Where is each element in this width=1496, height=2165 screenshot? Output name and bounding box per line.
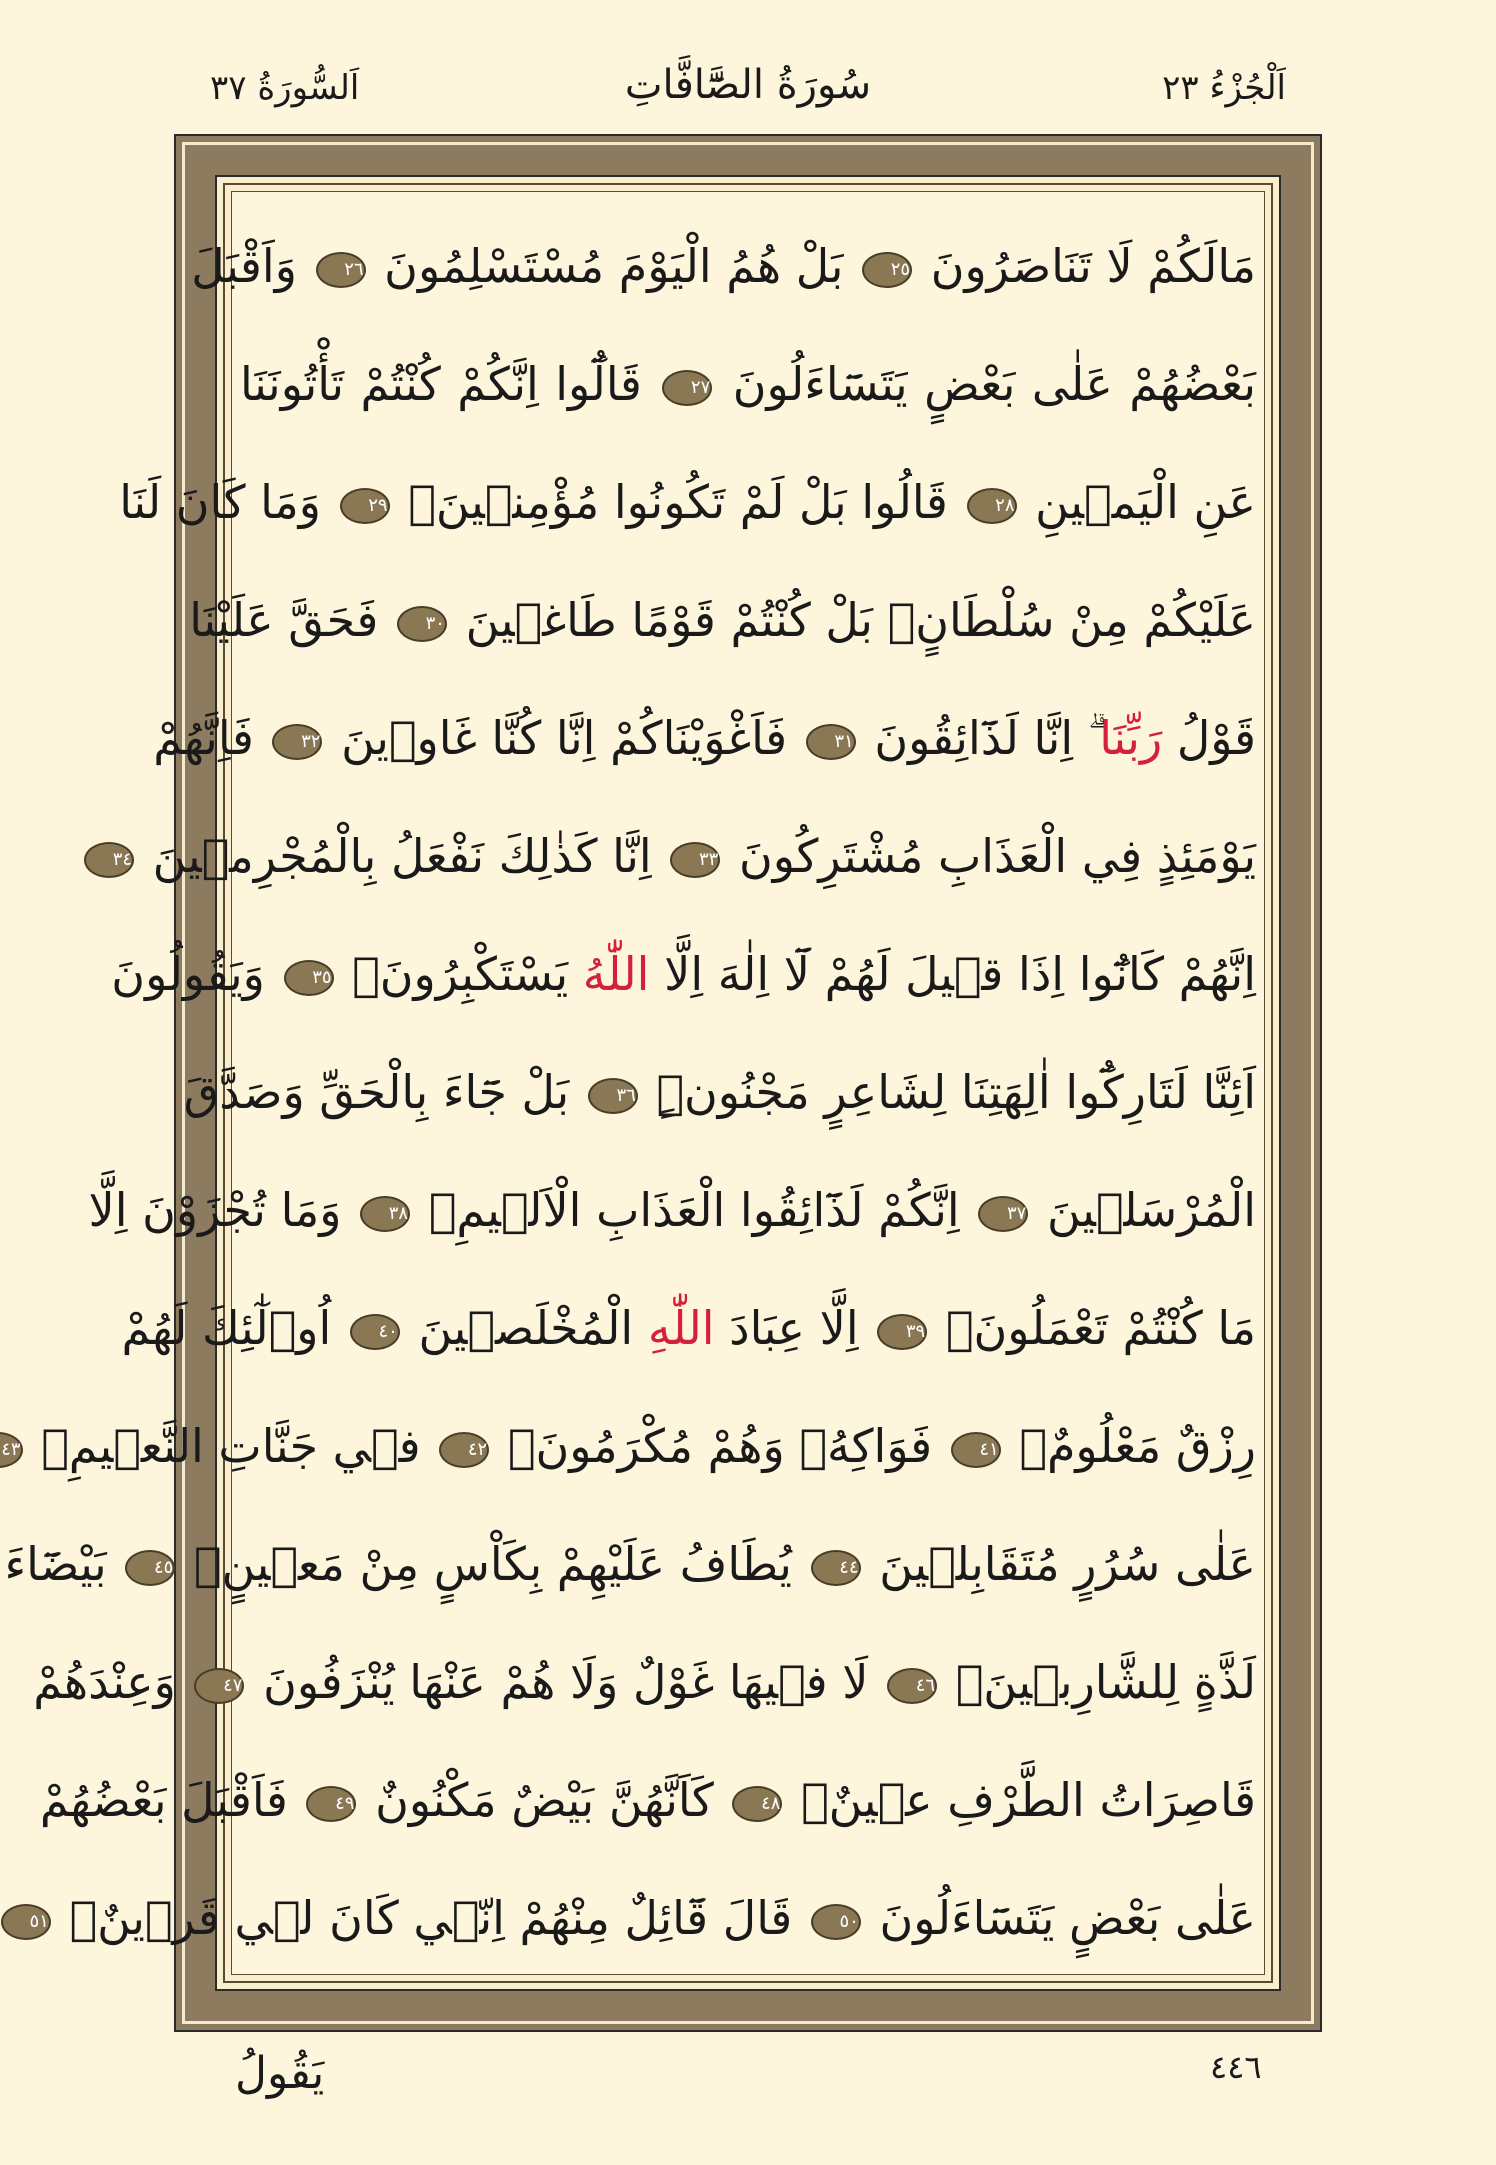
- verse-text: فَحَقَّ عَلَيْنَا: [189, 593, 379, 647]
- verse-text: وَمَا كَانَ لَنَا: [119, 475, 321, 529]
- sura-number-label: اَلسُّورَةُ ٣٧: [210, 68, 360, 108]
- ayah-number-marker: ٢٨: [967, 488, 1017, 524]
- verse-line: [1, 1390, 1256, 1502]
- verse-line: [121, 1272, 1256, 1384]
- ayah-number-marker: ٢٦: [316, 252, 366, 288]
- ayah-number-marker: ٣٥: [284, 960, 334, 996]
- verse-text: قَوْلُ: [1176, 711, 1256, 765]
- ayah-number-marker: ٣١: [806, 724, 856, 760]
- verse-text: لَذَّةٍ لِلشَّارِبٖينَۚ: [955, 1655, 1256, 1709]
- ayah-number-marker: ٤٧: [194, 1668, 244, 1704]
- verse-text: قَالُوا بَلْ لَمْ تَكُونُوا مُؤْمِنٖينَۚ: [408, 475, 948, 529]
- verse-text: لَا فٖيهَا غَوْلٌ وَلَا هُمْ عَنْهَا يُنْزَفُونَ: [263, 1655, 869, 1709]
- ayah-number-marker: ٤٥: [125, 1550, 175, 1586]
- verse-line: [39, 1744, 1256, 1856]
- verse-text: يَسْتَكْبِرُونَۙ: [352, 947, 569, 1001]
- divine-name-text: رَبِّنَا: [1099, 711, 1163, 765]
- verse-text: فٖي جَنَّاتِ النَّعٖيمِۙ: [41, 1419, 421, 1473]
- ayah-number-marker: ٢٧: [662, 370, 712, 406]
- ayah-number-marker: ٤٢: [439, 1432, 489, 1468]
- verse-text: بَيْضَٓاءَ: [4, 1537, 107, 1591]
- verse-text: كَاَنَّهُنَّ بَيْضٌ مَكْنُونٌ: [375, 1773, 714, 1827]
- ayah-number-marker: ٣٨: [360, 1196, 410, 1232]
- verse-text: ۗ اِنَّا لَذَٓائِقُونَ: [874, 711, 1088, 765]
- ayah-number-marker: ٣٧: [978, 1196, 1028, 1232]
- verse-text: اِلَّا عِبَادَ: [729, 1301, 859, 1355]
- verse-text: قَاصِرَاتُ الطَّرْفِ عٖينٌۙ: [801, 1773, 1256, 1827]
- verse-text: عَلٰى بَعْضٍ يَتَسَٓاءَلُونَ: [879, 1891, 1256, 1945]
- verse-text: يُطَافُ عَلَيْهِمْ بِكَاْسٍ مِنْ مَعٖينٍۙ: [193, 1537, 792, 1591]
- verse-line: [183, 1036, 1256, 1148]
- sura-title: سُورَةُ الصَّٓافَّاتِ: [624, 62, 872, 108]
- verse-text: مَالَكُمْ لَا تَنَاصَرُونَ: [930, 239, 1256, 293]
- verse-text: وَعِنْدَهُمْ: [33, 1655, 176, 1709]
- ayah-number-marker: ٥١: [1, 1904, 51, 1940]
- verse-line: [111, 918, 1256, 1030]
- verse-text: فَاَغْوَيْنَاكُمْ اِنَّا كُنَّا غَاوٖينَ: [341, 711, 788, 765]
- ayah-number-marker: ٣٣: [670, 842, 720, 878]
- ayah-number-marker: ٥٠: [811, 1904, 861, 1940]
- verse-text: اَئِنَّا لَتَارِكُٓوا اٰلِهَتِنَا لِشَاعِرٍ مَجْنُونٍۜ: [656, 1065, 1256, 1119]
- verse-line: [88, 1154, 1256, 1266]
- verse-text-area: [1, 210, 1256, 1990]
- ayah-number-marker: ٤٩: [306, 1786, 356, 1822]
- ayah-number-marker: ٤٨: [732, 1786, 782, 1822]
- verse-line: [191, 210, 1256, 322]
- verse-text: فَاَقْبَلَ بَعْضُهُمْ: [39, 1773, 288, 1827]
- verse-text: قَالَ قَٓائِلٌ مِنْهُمْ اِنّٖي كَانَ لٖي قَرٖينٌۙ: [69, 1891, 793, 1945]
- verse-text: رِزْقٌ مَعْلُومٌۙ: [1019, 1419, 1256, 1473]
- catchword: يَقُولُ: [235, 2048, 325, 2099]
- ayah-number-marker: ٣٩: [877, 1314, 927, 1350]
- verse-text: اُو۬لٰٓئِكَ لَهُمْ: [121, 1301, 332, 1355]
- verse-line: [4, 1508, 1256, 1620]
- ayah-number-marker: ٣٦: [588, 1078, 638, 1114]
- verse-text: فَوَاكِهُۚ وَهُمْ مُكْرَمُونَۙ: [507, 1419, 933, 1473]
- verse-text: اِنَّا كَذٰلِكَ نَفْعَلُ بِالْمُجْرِمٖينَ: [152, 829, 652, 883]
- verse-text: عَلٰى سُرُرٍ مُتَقَابِلٖينَ: [879, 1537, 1256, 1591]
- ayah-number-marker: ٣٤: [84, 842, 134, 878]
- verse-line: [119, 446, 1256, 558]
- verse-line: [189, 564, 1256, 676]
- ayah-number-marker: ٤٣: [0, 1432, 23, 1468]
- page-header: [210, 62, 1286, 122]
- divine-name-text: اللّٰهِ: [647, 1301, 715, 1355]
- verse-text: بَعْضُهُمْ عَلٰى بَعْضٍ يَتَسَٓاءَلُونَ: [732, 357, 1256, 411]
- verse-text: الْمُرْسَلٖينَ: [1046, 1183, 1256, 1237]
- ayah-number-marker: ٤٦: [887, 1668, 937, 1704]
- verse-text: عَنِ الْيَمٖينِ: [1035, 475, 1256, 529]
- ayah-number-marker: ٣٢: [272, 724, 322, 760]
- ayah-number-marker: ٤١: [951, 1432, 1001, 1468]
- verse-text: مَا كُنْتُمْ تَعْمَلُونَۙ: [945, 1301, 1256, 1355]
- verse-line: [240, 328, 1256, 440]
- verse-text: وَمَا تُجْزَوْنَ اِلَّا: [88, 1183, 342, 1237]
- ayah-number-marker: ٢٥: [862, 252, 912, 288]
- verse-line: [33, 1626, 1256, 1738]
- verse-text: بَلْ هُمُ الْيَوْمَ مُسْتَسْلِمُونَ: [384, 239, 844, 293]
- ayah-number-marker: ٣٠: [397, 606, 447, 642]
- ayah-number-marker: ٤٠: [350, 1314, 400, 1350]
- verse-text: يَوْمَئِذٍ فِي الْعَذَابِ مُشْتَرِكُونَ: [738, 829, 1256, 883]
- verse-text: اِنَّهُمْ كَانُٓوا اِذَا قٖيلَ لَهُمْ لَٓا اِلٰهَ اِلَّا: [664, 947, 1256, 1001]
- verse-text: فَاِنَّهُمْ: [153, 711, 254, 765]
- verse-text: اِنَّكُمْ لَذَٓائِقُوا الْعَذَابِ الْاَلٖيمِۚ: [428, 1183, 960, 1237]
- juz-label: اَلْجُزْءُ ٢٣: [1162, 68, 1286, 108]
- ayah-number-marker: ٤٤: [811, 1550, 861, 1586]
- page-number: ٤٤٦: [1210, 2048, 1262, 2086]
- verse-text: بَلْ جَٓاءَ بِالْحَقِّ وَصَدَّقَ: [183, 1065, 570, 1119]
- verse-text: قَالُٓوا اِنَّكُمْ كُنْتُمْ تَأْتُونَنَا: [240, 357, 642, 411]
- divine-name-text: اللّٰهُ: [582, 947, 650, 1001]
- verse-text: وَاَقْبَلَ: [191, 239, 297, 293]
- verse-line: [29, 1862, 1256, 1974]
- verse-line: [112, 800, 1256, 912]
- verse-line: [153, 682, 1256, 794]
- ayah-number-marker: ٢٩: [340, 488, 390, 524]
- verse-text: وَيَقُولُونَ: [111, 947, 265, 1001]
- verse-text: عَلَيْكُمْ مِنْ سُلْطَانٍۚ بَلْ كُنْتُمْ قَوْمًا طَاغٖينَ: [465, 593, 1256, 647]
- verse-text: الْمُخْلَصٖينَ: [418, 1301, 634, 1355]
